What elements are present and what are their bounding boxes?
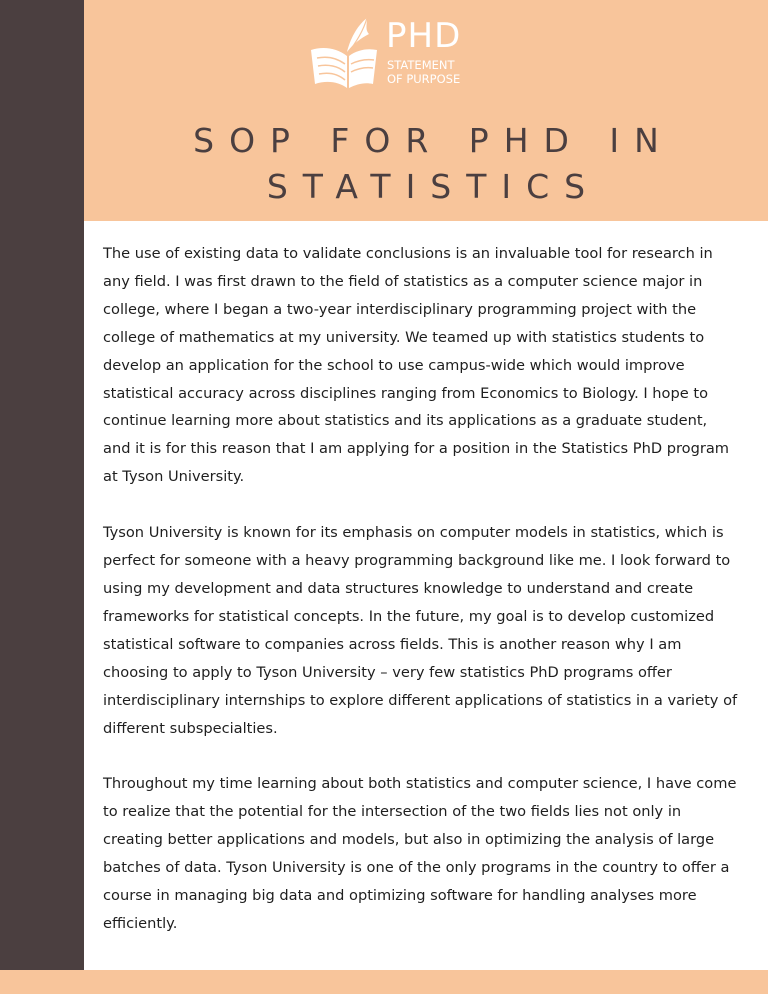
logo-subtitle-line2: OF PURPOSE: [387, 72, 461, 86]
open-book-feather-icon: [307, 14, 387, 94]
logo: [307, 14, 477, 94]
page-title-line1: SOP FOR PHD IN: [193, 121, 674, 160]
paragraph-3: Throughout my time learning about both statistics and computer science, I have come to realize that the potential for the intersection of the two fields lies not only in creating better applications and models, but also in optimizing the analysis of large batches of data. Tyson University is one of the only programs in the country to offer a course in managing big data and optimizing software for handling analyses more efficiently.: [103, 775, 737, 932]
paragraph-2: Tyson University is known for its emphasis on computer models in statistics, which is perfect for someone with a heavy programming background like me. I look forward to using my development and data structures knowledge to understand and create frameworks for statistical concepts. In the future, my goal is to develop customized statistical software to companies across fields. This is another reason why I am choosing to apply to Tyson University – very few statistics PhD programs offer interdisciplinary internships to explore different applications of statistics in a variety of different subspecialties.: [103, 524, 738, 737]
logo-subtitle-line1: STATEMENT: [387, 58, 455, 72]
left-sidebar-stripe: [0, 0, 84, 994]
page-title: [84, 118, 768, 210]
page-title-line2: STATISTICS: [266, 167, 601, 206]
paragraph-1: The use of existing data to validate conclusions is an invaluable tool for research in any field. I was first drawn to the field of statistics as a computer science major in college, where I began a two-year interdisciplinary programming project with the college of mathematics at my university. We teamed up with statistics students to develop an application for the school to use campus-wide which would improve statistical accuracy across disciplines ranging from Economics to Biology. I hope to continue learning more about statistics and its applications as a graduate student, and it is for this reason that I am applying for a position in the Statistics PhD program at Tyson University.: [103, 245, 730, 486]
logo-brand: PHD: [386, 16, 462, 56]
statement-body: [103, 240, 738, 966]
footer-bar: [0, 970, 768, 994]
